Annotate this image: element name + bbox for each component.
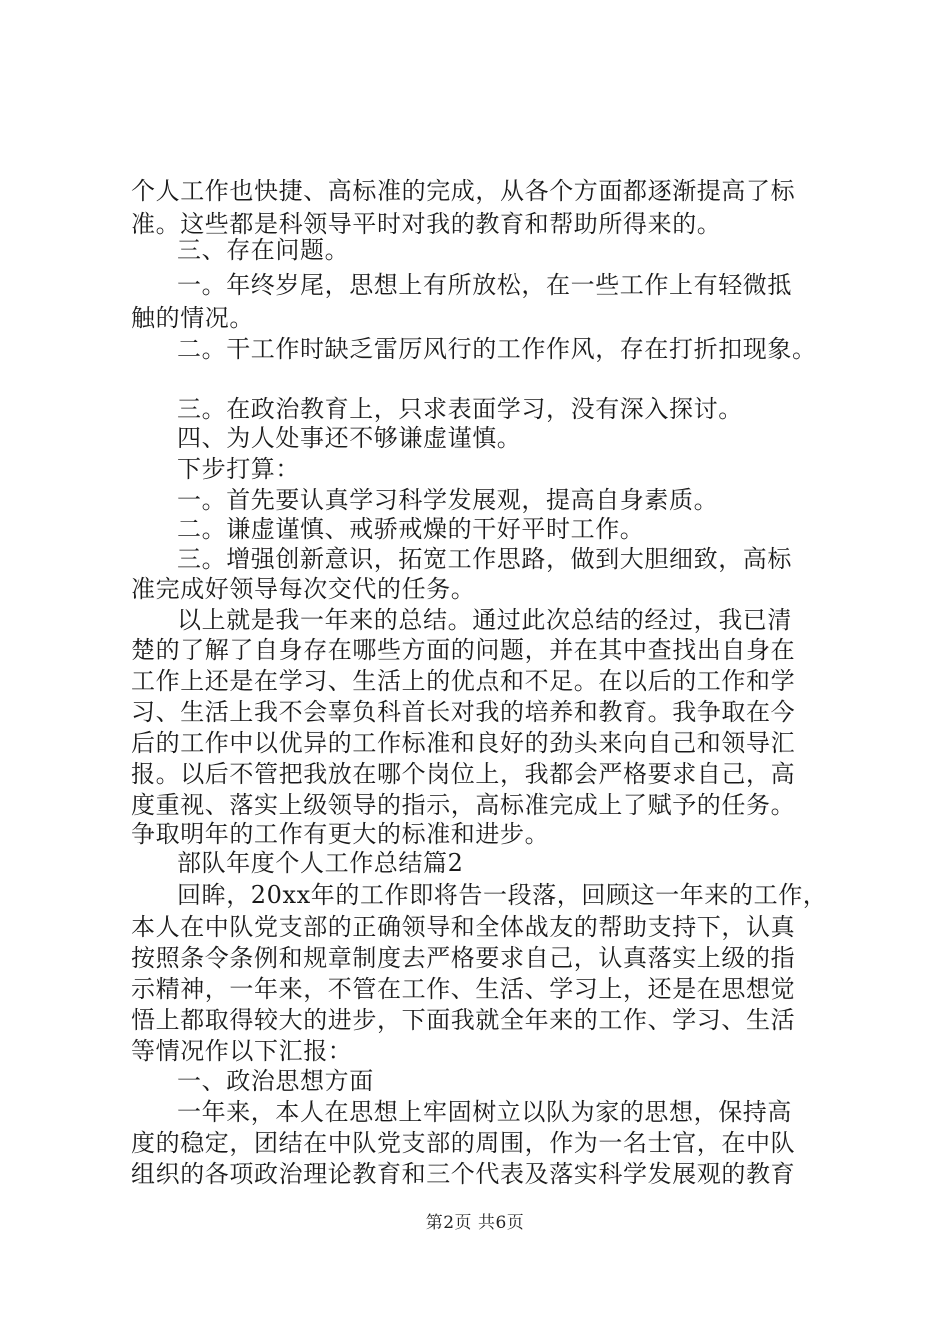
text-line: 度的稳定，团结在中队党支部的周围，作为一名士官，在中队 (131, 1129, 796, 1157)
text-line: 后的工作中以优异的工作标准和良好的劲头来向自己和领导汇 (131, 729, 796, 757)
text-line: 报。以后不管把我放在哪个岗位上，我都会严格要求自己，高 (131, 760, 796, 788)
text-line: 本人在中队党支部的正确领导和全体战友的帮助支持下，认真 (131, 913, 796, 941)
text-line: 一。年终岁尾，思想上有所放松，在一些工作上有轻微抵 (177, 271, 792, 299)
text-line: 以上就是我一年来的总结。通过此次总结的经过，我已清 (177, 606, 792, 634)
text-line: 触的情况。 (131, 304, 254, 332)
text-line: 按照条令条例和规章制度去严格要求自己，认真落实上级的指 (131, 944, 796, 972)
text-line: 三。在政治教育上，只求表面学习，没有深入探讨。 (177, 395, 743, 423)
text-line: 四、为人处事还不够谦虚谨慎。 (177, 424, 522, 452)
text-line: 楚的了解了自身存在哪些方面的问题，并在其中查找出自身在 (131, 636, 796, 664)
text-line: 准。这些都是科领导平时对我的教育和帮助所得来的。 (131, 210, 722, 238)
text-line: 准完成好领导每次交代的任务。 (131, 575, 476, 603)
text-line: 组织的各项政治理论教育和三个代表及落实科学发展观的教育 (131, 1160, 796, 1188)
text-line: 回眸，20xx年的工作即将告一段落，回顾这一年来的工作， (177, 881, 828, 909)
text-line: 二。干工作时缺乏雷厉风行的工作作风，存在打折扣现象。 (177, 335, 817, 363)
section-title: 部队年度个人工作总结篇2 (177, 849, 464, 877)
text-line: 三。增强创新意识，拓宽工作思路，做到大胆细致，高标 (177, 545, 792, 573)
text-line: 争取明年的工作有更大的标准和进步。 (131, 820, 550, 848)
section-heading: 三、存在问题。 (177, 236, 350, 264)
section-heading: 下步打算： (177, 455, 300, 483)
text-line: 一。首先要认真学习科学发展观，提高自身素质。 (177, 486, 719, 514)
section-heading: 一、政治思想方面 (177, 1067, 374, 1095)
text-line: 等情况作以下汇报： (131, 1037, 353, 1065)
text-line: 工作上还是在学习、生活上的优点和不足。在以后的工作和学 (131, 667, 796, 695)
text-line: 习、生活上我不会辜负科首长对我的培养和教育。我争取在今 (131, 698, 796, 726)
text-line: 示精神，一年来，不管在工作、生活、学习上，还是在思想觉 (131, 975, 796, 1003)
text-line: 个人工作也快捷、高标准的完成，从各个方面都逐渐提高了标 (131, 177, 796, 205)
text-line: 二。谦虚谨慎、戒骄戒燥的干好平时工作。 (177, 515, 645, 543)
text-line: 悟上都取得较大的进步，下面我就全年来的工作、学习、生活 (131, 1006, 796, 1034)
text-line: 度重视、落实上级领导的指示，高标准完成上了赋予的任务。 (131, 791, 796, 819)
text-line: 一年来，本人在思想上牢固树立以队为家的思想，保持高 (177, 1098, 792, 1126)
page-number-footer: 第2页 共6页 (425, 1213, 525, 1233)
